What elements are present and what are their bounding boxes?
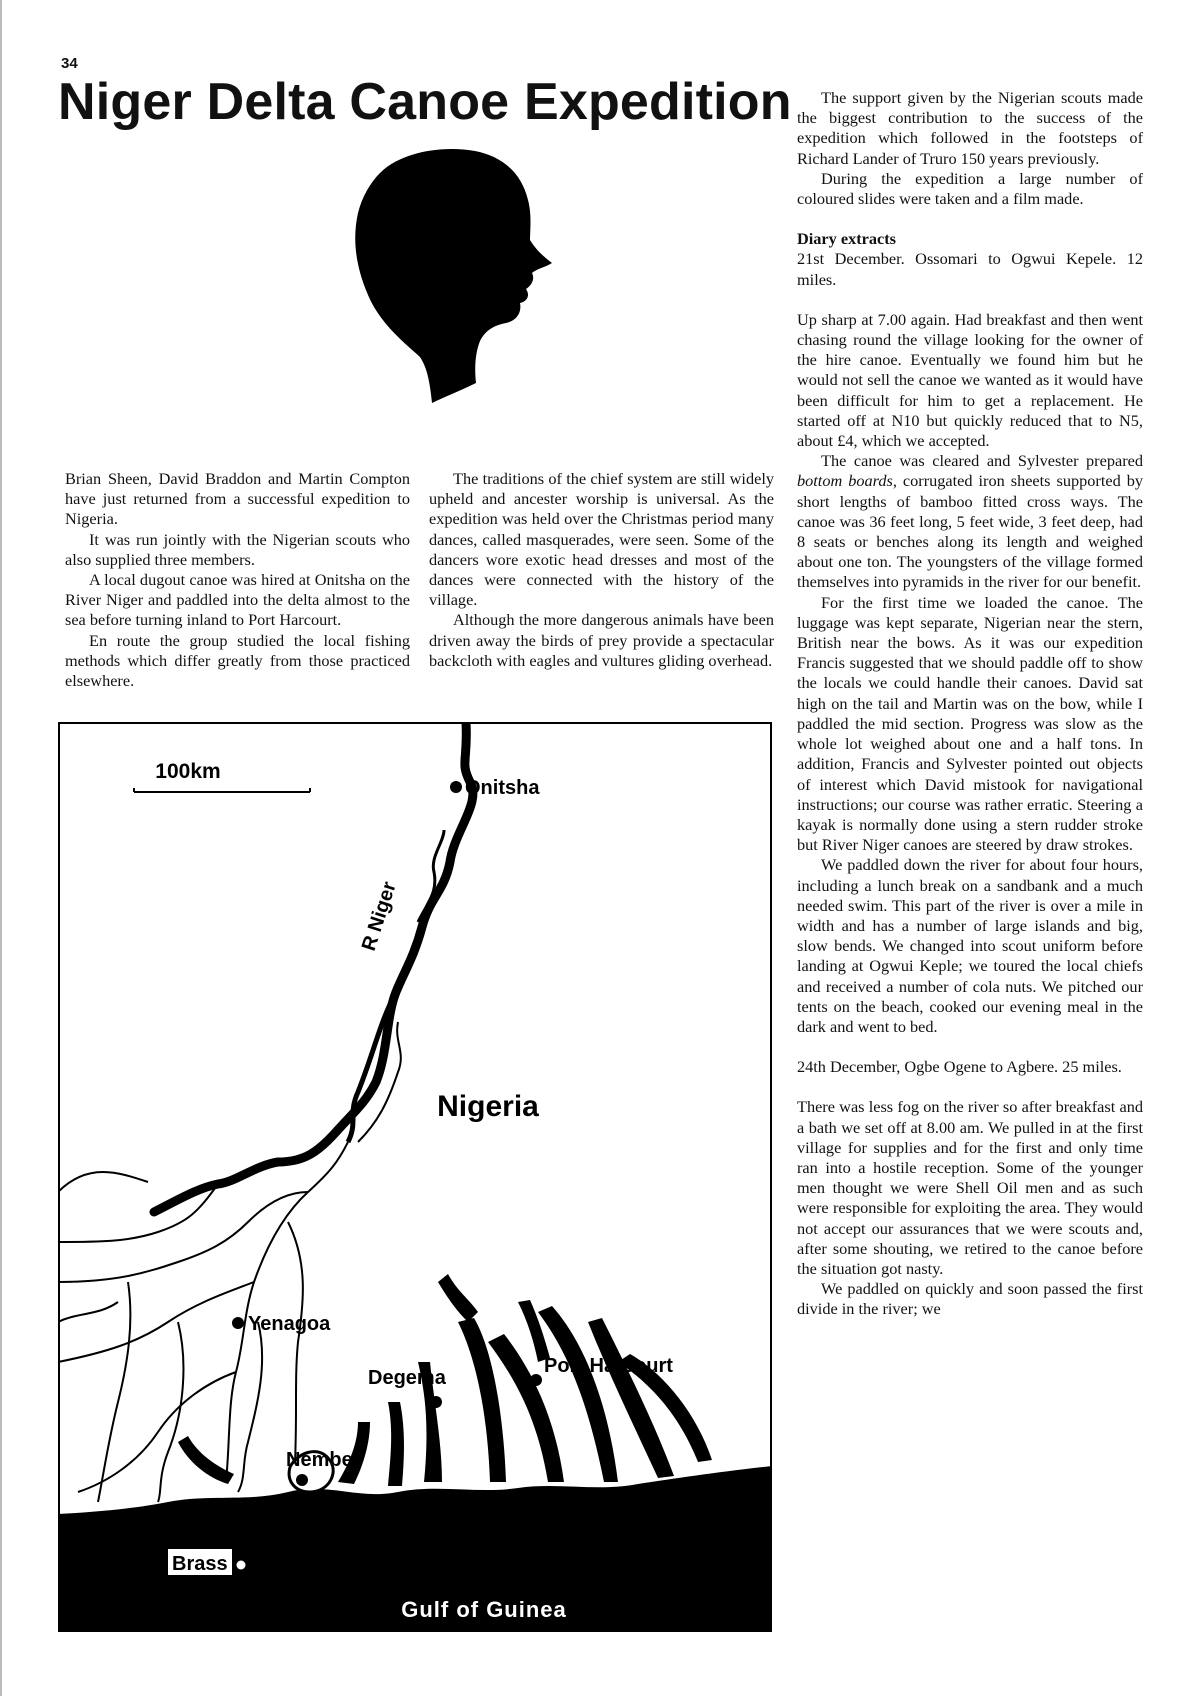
town-marker-nembe	[296, 1474, 308, 1486]
page-number: 34	[61, 55, 78, 72]
support-paragraph: The support given by the Nigerian scouts made the biggest contribution to the success of the expedition which followed in the footsteps of Richard Lander of Truro 150 years previously.	[797, 88, 1143, 168]
entry-paragraph	[797, 451, 1143, 592]
entry-paragraph: We paddled down the river for about four hours, including a lunch break on a sandbank and a much needed swim. This part of the river is over a mile in width and has a number of large islands and big, slow bends. We changed into scout uniform before landing at Ogwui Keple; we toured the local chiefs and received a number of cola nuts. We pitched our tents on the beach, cooked our evening meal in the dark and went to bed.	[797, 855, 1143, 1036]
town-yenagoa-label: Yenagoa	[248, 1313, 331, 1335]
intro-paragraph: Brian Sheen, David Braddon and Martin Compton have just returned from a successful expedition to Nigeria.	[65, 469, 410, 529]
page-title: Niger Delta Canoe Expedition	[58, 73, 792, 131]
town-onitsha-label: Onitsha	[465, 777, 540, 799]
intro-column-1	[65, 469, 410, 691]
town-marker-degema	[430, 1396, 442, 1408]
map-scale-label: 100km	[155, 760, 221, 783]
niger-delta-map	[58, 722, 772, 1632]
entry-paragraph: Up sharp at 7.00 again. Had breakfast and then went chasing round the village looking for the owner of the hire canoe. Eventually we found him but he would not sell the canoe we wanted as it would have been difficult for him to get a replacement. He started off at N10 but quickly reduced that to N5, about £4, which we accepted.	[797, 309, 1143, 451]
support-paragraph: During the expedition a large number of coloured slides were taken and a film made.	[797, 168, 1143, 209]
head-silhouette-image	[340, 145, 570, 415]
page-edge	[0, 0, 2, 1696]
intro-paragraph: En route the group studied the local fishing methods which differ greatly from those practiced elsewhere.	[65, 630, 410, 691]
intro-paragraph: It was run jointly with the Nigerian scouts who also supplied three members.	[65, 529, 410, 569]
entry-paragraph: There was less fog on the river so after breakfast and a bath we set off at 8.00 am. We pulled in at the first village for supplies and for the first and only time ran into a hostile reception. Some of the younger men thought we were Shell Oil men and as such were responsible for exploiting the area. They would not accept our assurances that we were scouts and, after some shouting, we retired to the canoe before the situation got nasty.	[797, 1097, 1143, 1278]
town-nembe-label: Nembe	[286, 1449, 353, 1471]
diary-heading: Diary extracts	[797, 229, 896, 249]
entry-text: The canoe was cleared and Sylvester prepared	[821, 451, 1143, 471]
river-niger-label: R Niger	[357, 879, 401, 954]
town-marker-port-harcourt	[530, 1374, 542, 1386]
country-label: Nigeria	[437, 1090, 539, 1123]
entry-paragraph: For the first time we loaded the canoe. The luggage was kept separate, Nigerian near the stern, British near the bows. As it was our expedition Francis suggested that we should paddle off to show the locals we could handle their canoes. David sat high on the tail and Martin was on the bow, while I paddled the mid section. Progress was slow as the whole lot weighed about one and a half tons. In addition, Francis and Sylvester pointed out objects of interest which David mistook for navigational instructions; our course was rather erratic. Steering a kayak is normally done using a stern rudder stroke but River Niger canoes are steered by draw strokes.	[797, 592, 1143, 855]
entry-paragraph: We paddled on quickly and soon passed the first divide in the river; we	[797, 1279, 1143, 1319]
sea-label: Gulf of Guinea	[401, 1597, 567, 1622]
intro-paragraph: A local dugout canoe was hired at Onitsha on the River Niger and paddled into the delta almost to the sea before turning inland to Port Harcourt.	[65, 570, 410, 630]
town-brass-label: Brass	[172, 1553, 228, 1575]
intro-paragraph: Although the more dangerous animals have been driven away the birds of prey provide a spectacular backcloth with eagles and vultures gliding overhead.	[429, 610, 774, 670]
entry-text: corrugated iron sheets supported by short lengths of bamboo fitted cross ways. The canoe was 36 feet long, 5 feet wide, 3 feet deep, had 8 seats or benches along its length and weighed about one ton. The youngsters of the village formed themselves into pyramids in the river for our benefit.	[797, 471, 1143, 592]
intro-column-2	[429, 469, 774, 671]
entry-italic-text: bottom boards,	[797, 471, 897, 491]
entry-heading: 21st December. Ossomari to Ogwui Kepele. 12 miles.	[797, 249, 1143, 289]
entry-heading: 24th December, Ogbe Ogene to Agbere. 25 miles.	[797, 1057, 1122, 1077]
town-marker-yenagoa	[232, 1317, 244, 1329]
town-port-harcourt-label: Port Harcourt	[544, 1355, 673, 1377]
intro-paragraph: The traditions of the chief system are still widely upheld and ancester worship is universal. As the expedition was held over the Christmas period many dances, called masquerades, were seen. Some of the dancers wore exotic head dresses and most of the dances were connected with the history of the village.	[429, 469, 774, 610]
town-marker-onitsha	[450, 781, 462, 793]
diary-column	[797, 88, 1143, 1320]
town-marker-brass	[235, 1559, 247, 1571]
town-degema-label: Degema	[368, 1367, 446, 1389]
